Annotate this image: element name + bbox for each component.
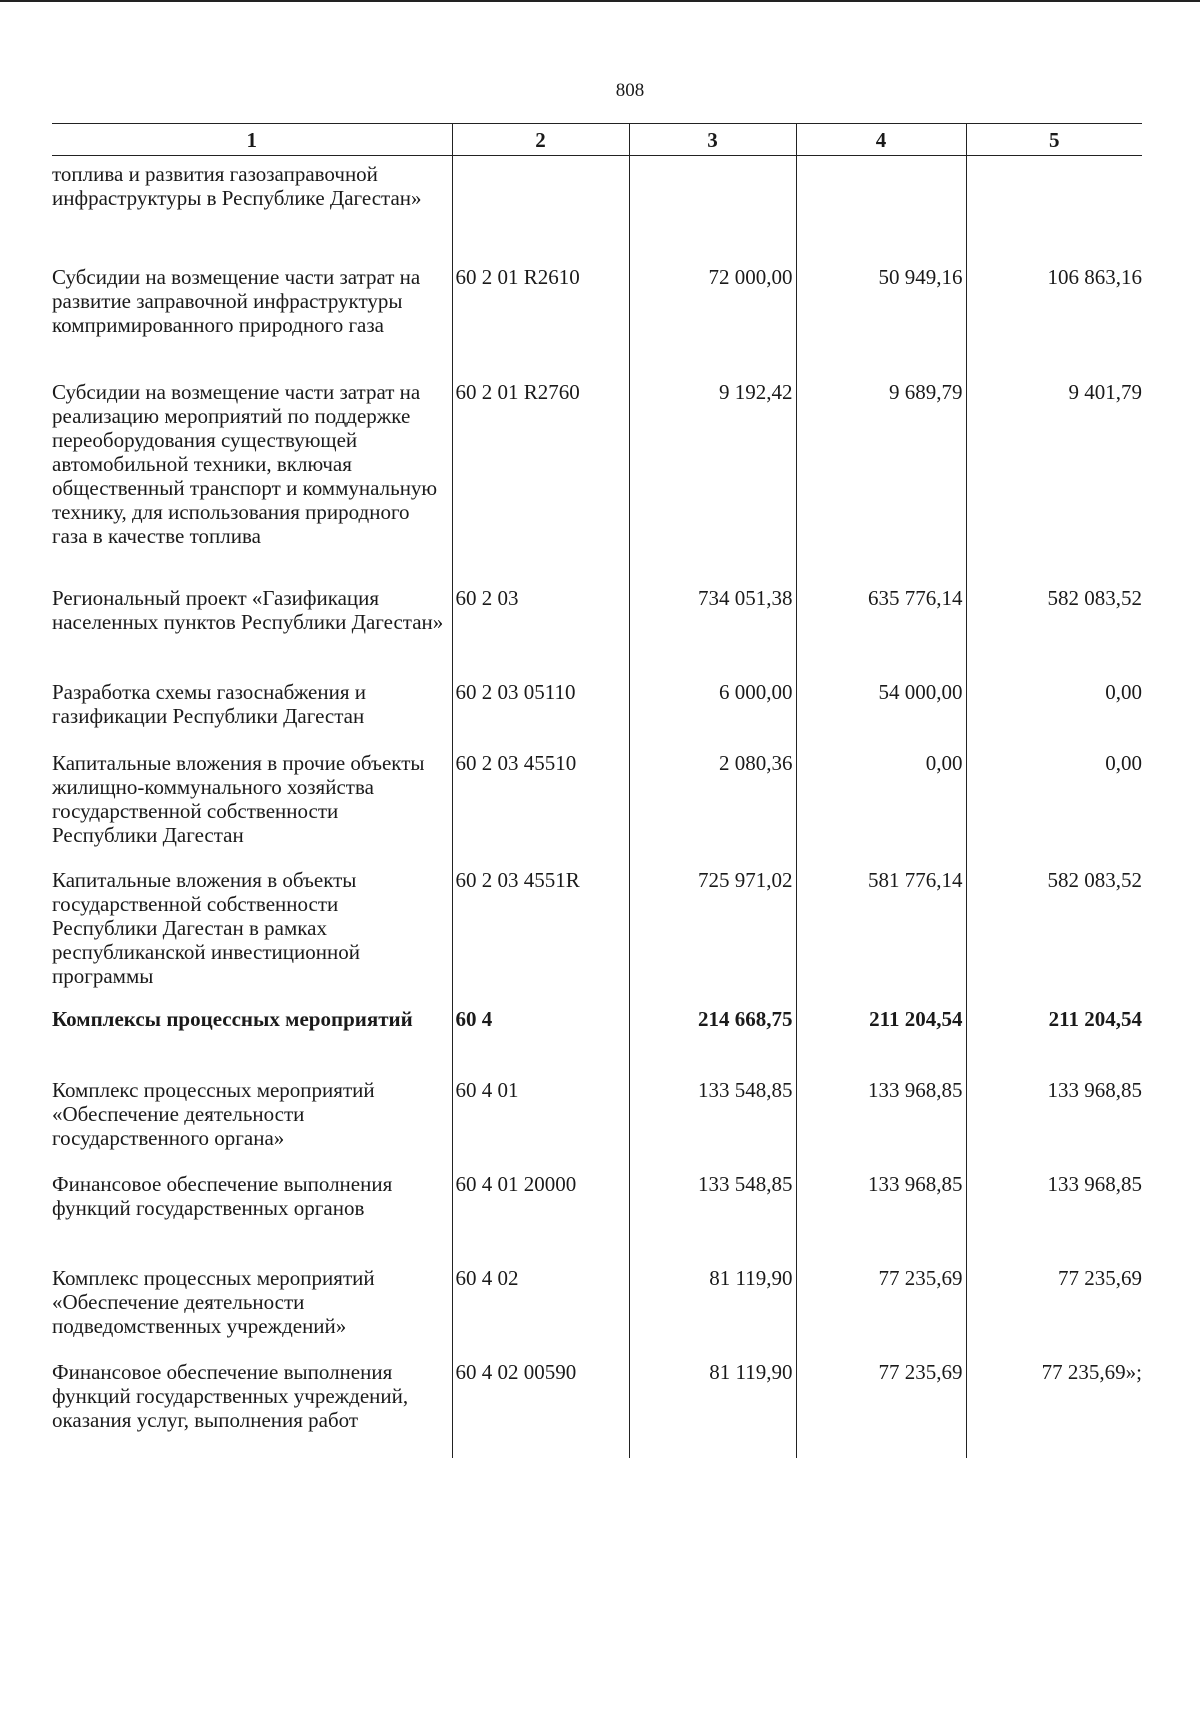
- table-row: [52, 259, 1142, 374]
- row-value-col-3: 72 000,00: [629, 259, 796, 374]
- header-row: [52, 124, 1142, 156]
- row-code: 60 4 02: [452, 1260, 629, 1354]
- row-value-col-5: 582 083,52: [966, 580, 1142, 674]
- table-row: [52, 1072, 1142, 1166]
- row-value-col-5: 77 235,69»;: [966, 1354, 1142, 1458]
- row-value-col-4: 581 776,14: [796, 862, 966, 1001]
- row-name: Финансовое обеспечение выполнения функций государственных учреждений, оказания услуг, выполнения работ: [52, 1359, 409, 1432]
- table-row: [52, 1166, 1142, 1260]
- row-value-col-4: 211 204,54: [796, 1001, 966, 1072]
- row-value-col-3: 725 971,02: [629, 862, 796, 1001]
- header-col-1: 1: [52, 124, 452, 156]
- row-name: топлива и развития газозаправочной инфраструктуры в Республике Дагестан»: [52, 162, 422, 210]
- page-number: 808: [615, 80, 645, 101]
- row-value-col-3: 81 119,90: [629, 1260, 796, 1354]
- table-row: [52, 862, 1142, 1001]
- row-value-col-4: 9 689,79: [796, 374, 966, 580]
- row-value-col-3: 81 119,90: [629, 1354, 796, 1458]
- row-value-col-5: 133 968,85: [966, 1166, 1142, 1260]
- row-name: Комплекс процессных мероприятий «Обеспечение деятельности государственного органа»: [52, 1077, 375, 1150]
- row-name: Капитальные вложения в объекты государственной собственности Республики Дагестан в рамках республиканской инвестиционной программы: [52, 867, 360, 988]
- row-value-col-3: 6 000,00: [629, 674, 796, 745]
- row-value-col-3: 9 192,42: [629, 374, 796, 580]
- row-value-col-3: 2 080,36: [629, 745, 796, 862]
- row-code: 60 4 01 20000: [452, 1166, 629, 1260]
- row-value-col-3: 133 548,85: [629, 1166, 796, 1260]
- header-col-5: 5: [966, 124, 1142, 156]
- row-code: 60 4 01: [452, 1072, 629, 1166]
- row-name: Субсидии на возмещение части затрат на реализацию мероприятий по поддержке переоборудования существующей автомобильной техники, включая общественный транспорт и коммунальную технику, для использования природного газа в качестве топлива: [52, 379, 438, 548]
- table-row: [52, 374, 1142, 580]
- table-row: [52, 1001, 1142, 1072]
- row-code: 60 2 03: [452, 580, 629, 674]
- row-value-col-3: 734 051,38: [629, 580, 796, 674]
- budget-table: [52, 123, 1142, 1458]
- header-col-2: 2: [452, 124, 629, 156]
- row-code: 60 2 03 05110: [452, 674, 629, 745]
- row-name: Региональный проект «Газификация населенных пунктов Республики Дагестан»: [52, 585, 444, 634]
- row-value-col-5: [966, 156, 1142, 259]
- row-name: Капитальные вложения в прочие объекты жилищно-коммунального хозяйства государственной собственности Республики Дагестан: [52, 750, 425, 847]
- row-value-col-4: 635 776,14: [796, 580, 966, 674]
- row-name: Комплекс процессных мероприятий «Обеспечение деятельности подведомственных учреждений»: [52, 1265, 375, 1338]
- row-name: Разработка схемы газоснабжения и газификации Республики Дагестан: [52, 679, 366, 728]
- table-row: [52, 1260, 1142, 1354]
- header-col-4: 4: [796, 124, 966, 156]
- table-row: [52, 1354, 1142, 1458]
- row-value-col-5: 0,00: [966, 745, 1142, 862]
- row-value-col-4: [796, 156, 966, 259]
- row-code: 60 2 01 R2610: [452, 259, 629, 374]
- table-row: [52, 674, 1142, 745]
- table-row: [52, 745, 1142, 862]
- row-value-col-5: 9 401,79: [966, 374, 1142, 580]
- row-value-col-4: 133 968,85: [796, 1072, 966, 1166]
- row-code: 60 2 03 45510: [452, 745, 629, 862]
- row-value-col-4: 133 968,85: [796, 1166, 966, 1260]
- row-value-col-4: 77 235,69: [796, 1354, 966, 1458]
- row-value-col-5: 0,00: [966, 674, 1142, 745]
- header-col-3: 3: [629, 124, 796, 156]
- row-code: 60 2 01 R2760: [452, 374, 629, 580]
- table-row: [52, 156, 1142, 259]
- row-value-col-5: 211 204,54: [966, 1001, 1142, 1072]
- row-value-col-3: 133 548,85: [629, 1072, 796, 1166]
- row-value-col-5: 133 968,85: [966, 1072, 1142, 1166]
- row-value-col-5: 582 083,52: [966, 862, 1142, 1001]
- row-code: 60 4: [452, 1001, 629, 1072]
- table-row: [52, 580, 1142, 674]
- table-body: [52, 156, 1142, 1458]
- row-value-col-4: 0,00: [796, 745, 966, 862]
- row-code: 60 2 03 4551R: [452, 862, 629, 1001]
- row-value-col-5: 106 863,16: [966, 259, 1142, 374]
- row-name: Комплексы процессных мероприятий: [52, 1006, 413, 1031]
- row-value-col-5: 77 235,69: [966, 1260, 1142, 1354]
- row-name: Финансовое обеспечение выполнения функций государственных органов: [52, 1171, 393, 1220]
- row-value-col-4: 50 949,16: [796, 259, 966, 374]
- row-code: 60 4 02 00590: [452, 1354, 629, 1458]
- row-value-col-3: [629, 156, 796, 259]
- row-code: [452, 156, 629, 259]
- top-rule: [0, 0, 1200, 2]
- row-value-col-3: 214 668,75: [629, 1001, 796, 1072]
- row-name: Субсидии на возмещение части затрат на развитие заправочной инфраструктуры компримированного природного газа: [52, 264, 421, 337]
- row-value-col-4: 54 000,00: [796, 674, 966, 745]
- row-value-col-4: 77 235,69: [796, 1260, 966, 1354]
